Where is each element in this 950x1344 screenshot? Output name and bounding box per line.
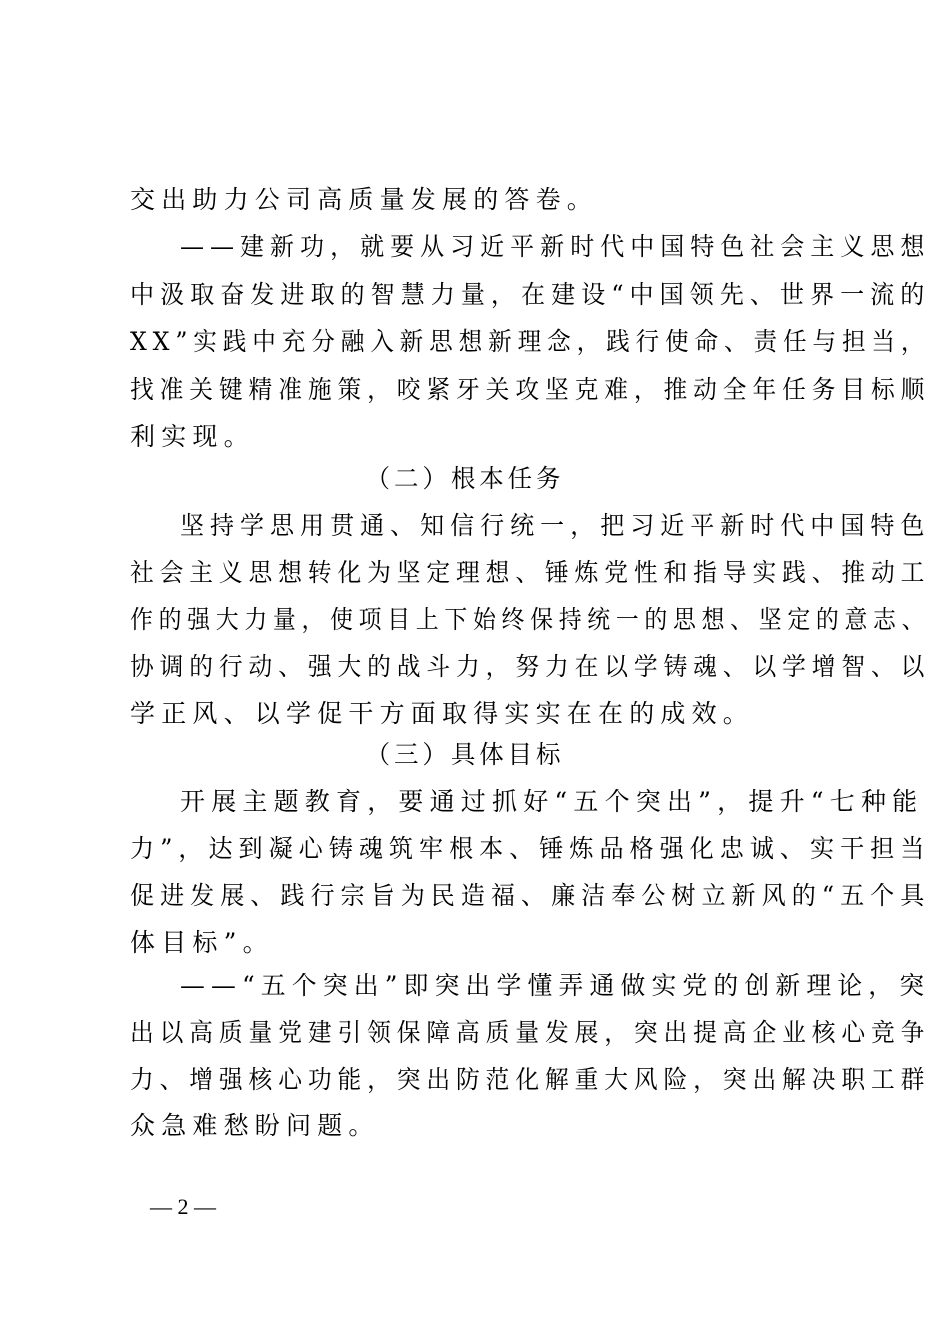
section-heading: （三）具体目标 bbox=[365, 740, 565, 769]
text-line: 交出助力公司高质量发展的答卷。 bbox=[130, 185, 599, 214]
text-line: 力、增强核心功能，突出防范化解重大风险，突出解决职工群 bbox=[130, 1065, 931, 1094]
section-heading: （二）根本任务 bbox=[365, 464, 565, 493]
text-line: 促进发展、践行宗旨为民造福、廉洁奉公树立新风的“五个具 bbox=[130, 881, 931, 910]
text-line: 协调的行动、强大的战斗力，努力在以学铸魂、以学增智、以 bbox=[130, 652, 931, 681]
text-line: 开展主题教育，要通过抓好“五个突出”，提升“七种能 bbox=[180, 787, 924, 816]
text-line: 众急难愁盼问题。 bbox=[130, 1111, 380, 1140]
page-number: — 2 — bbox=[150, 1194, 216, 1219]
text-line: 作的强大力量，使项目上下始终保持统一的思想、坚定的意志、 bbox=[130, 605, 931, 634]
text-line: 中汲取奋发进取的智慧力量，在建设“中国领先、世界一流的 bbox=[130, 280, 931, 309]
text-line: 体目标”。 bbox=[130, 928, 274, 957]
text-line: 力”，达到凝心铸魂筑牢根本、锤炼品格强化忠诚、实干担当 bbox=[130, 834, 931, 863]
text-line: ——“五个突出”即突出学懂弄通做实党的创新理论，突 bbox=[180, 971, 931, 1000]
text-line: ——建新功，就要从习近平新时代中国特色社会主义思想 bbox=[180, 232, 931, 261]
text-line: XX”实践中充分融入新思想新理念，践行使命、责任与担当， bbox=[130, 327, 931, 356]
text-line: 坚持学思用贯通、知信行统一，把习近平新时代中国特色 bbox=[180, 511, 931, 540]
text-line: 学正风、以学促干方面取得实实在在的成效。 bbox=[130, 699, 755, 728]
text-line: 找准关键精准施策，咬紧牙关攻坚克难，推动全年任务目标顺 bbox=[130, 375, 931, 404]
text-line: 社会主义思想转化为坚定理想、锤炼党性和指导实践、推动工 bbox=[130, 558, 931, 587]
text-line: 利实现。 bbox=[130, 422, 255, 451]
text-line: 出以高质量党建引领保障高质量发展，突出提高企业核心竞争 bbox=[130, 1018, 931, 1047]
